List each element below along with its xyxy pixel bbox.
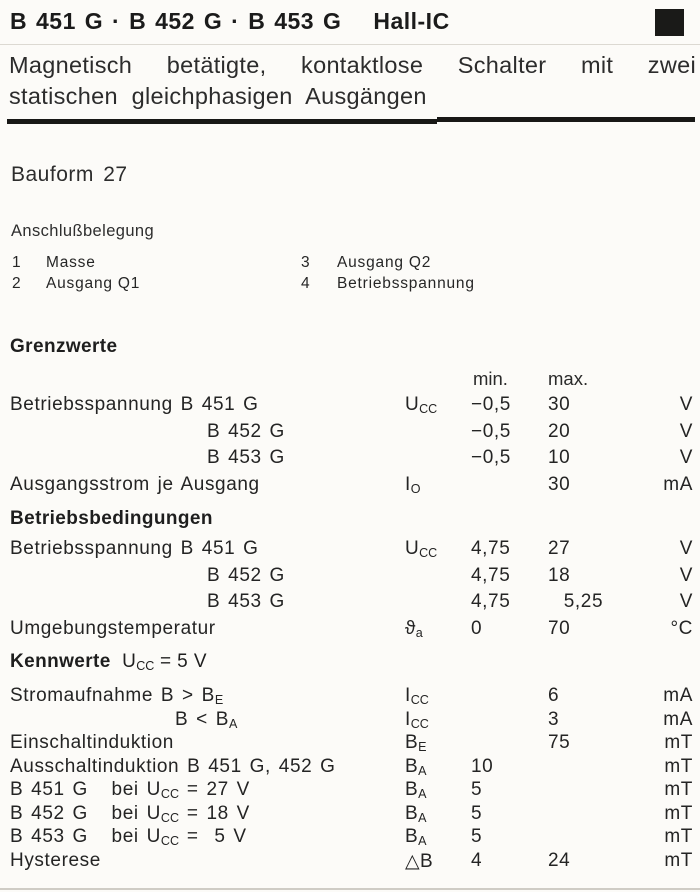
row-max-value: 20 (548, 420, 571, 442)
page-bottom-rule (0, 888, 700, 890)
title-product: Hall-IC (373, 8, 450, 34)
table-row (0, 538, 700, 565)
row-unit: V (679, 564, 693, 586)
title-models: B 451 G · B 452 G · B 453 G (10, 8, 342, 34)
section-divider-rule (7, 119, 437, 124)
row-symbol: $B_A$ (405, 779, 427, 801)
row-label: B 452 G (207, 420, 285, 442)
table-row (0, 474, 700, 501)
row-min-value: 4,75 (471, 564, 511, 586)
black-square-icon (655, 9, 684, 36)
table-row (0, 394, 700, 421)
row-label: Ausgangsstrom je Ausgang (10, 473, 260, 495)
row-min-value: 5 (471, 826, 483, 847)
row-unit: mT (664, 755, 693, 777)
row-min-value: 4,75 (471, 538, 511, 559)
pinout-heading: Anschlußbelegung (11, 222, 155, 240)
row-label: Betriebsspannung B 451 G (10, 394, 259, 415)
row-symbol: $B_A$ (405, 802, 427, 825)
row-max-value: 75 (548, 732, 571, 753)
row-unit: mA (663, 685, 693, 706)
table-row (0, 779, 700, 803)
row-max-value: 30 (548, 394, 571, 415)
row-label: Umgebungstemperatur (10, 617, 216, 639)
row-min-value: 5 (471, 802, 483, 824)
table-row (0, 447, 700, 474)
section-rows (0, 538, 700, 644)
row-max-value: 3 (548, 708, 560, 730)
row-symbol: $U_{CC}$ (405, 394, 438, 416)
pin-label: Masse (46, 254, 96, 271)
section-rows (0, 394, 700, 500)
row-symbol: $I_O$ (405, 473, 421, 496)
pin-number: 1 (12, 254, 22, 271)
row-unit: V (679, 591, 693, 612)
row-unit: V (679, 420, 693, 442)
row-min-value: −0,5 (471, 394, 511, 415)
row-label: B 452 G (207, 564, 285, 586)
pin-label: Betriebsspannung (337, 275, 475, 292)
pin-number: 4 (301, 275, 311, 292)
row-max-value: 6 (548, 685, 560, 706)
table-row (0, 732, 700, 756)
table-row (0, 803, 700, 827)
row-unit: V (679, 538, 693, 559)
row-unit: mT (664, 732, 693, 753)
row-unit: mT (664, 802, 693, 824)
table-row (0, 565, 700, 592)
row-label: Betriebsspannung B 451 G (10, 538, 259, 559)
row-label: Hysterese (10, 849, 101, 871)
row-max-value: 30 (548, 473, 571, 495)
row-max-value: 27 (548, 538, 571, 559)
row-label: $B < B_A$ (175, 708, 238, 731)
bauform-label: Bauform 27 (11, 163, 128, 186)
row-min-value: 5 (471, 779, 483, 800)
row-unit: V (679, 447, 693, 468)
subtitle (9, 50, 696, 112)
row-label: Ausschaltinduktion B 451 G, 452 G (10, 755, 336, 777)
section-heading: Kennwerte $U_{CC} = 5$ V (10, 651, 207, 673)
row-min-value: 0 (471, 617, 483, 639)
pin-label: Ausgang Q1 (46, 275, 141, 292)
row-symbol: $I_{CC}$ (405, 685, 429, 707)
row-symbol: $I_{CC}$ (405, 708, 429, 731)
table-row (0, 591, 700, 618)
row-symbol: $B_E$ (405, 732, 427, 754)
row-min-value: −0,5 (471, 447, 511, 468)
row-label: B 451 G bei $U_{CC} = 27$ V (10, 779, 250, 801)
row-unit: mT (664, 849, 693, 871)
table-row (0, 685, 700, 709)
subtitle-line-1: Magnetisch betätigte, kontaktlose Schalter mit zwei (9, 52, 696, 78)
section-rows (0, 685, 700, 873)
section-heading: Grenzwerte (10, 336, 118, 357)
row-symbol: $B_A$ (405, 755, 427, 778)
row-min-value: 10 (471, 755, 494, 777)
row-label: B 453 G (207, 447, 285, 468)
row-unit: mA (663, 473, 693, 495)
row-max-value: 10 (548, 447, 571, 468)
pin-label: Ausgang Q2 (337, 254, 432, 271)
row-max-value: 5,25 (548, 591, 604, 612)
row-label: Einschaltinduktion (10, 732, 174, 753)
row-label: B 453 G (207, 591, 285, 612)
row-max-value: 70 (548, 617, 571, 639)
row-label: B 452 G bei $U_{CC} = 18$ V (10, 802, 250, 825)
table-row (0, 826, 700, 850)
section-divider-rule (437, 117, 695, 122)
row-symbol: $U_{CC}$ (405, 538, 438, 560)
row-min-value: 4 (471, 849, 483, 871)
row-label: Stromaufnahme $B > B_E$ (10, 685, 224, 707)
row-unit: mA (663, 708, 693, 730)
table-row (0, 709, 700, 733)
table-row (0, 618, 700, 645)
row-unit: mT (664, 826, 693, 847)
header-divider (0, 44, 700, 45)
section-heading: Betriebsbedingungen (10, 508, 213, 529)
row-label: B 453 G bei $U_{CC} = 5$ V (10, 826, 247, 848)
table-row (0, 756, 700, 780)
subtitle-line-2: statischen gleichphasigen Ausgängen (9, 83, 427, 109)
row-min-value: −0,5 (471, 420, 511, 442)
col-header-max: max. (548, 368, 589, 389)
pin-number: 3 (301, 254, 311, 271)
pin-number: 2 (12, 275, 22, 292)
row-unit: mT (664, 779, 693, 800)
row-symbol: $ϑ_a$ (405, 617, 423, 640)
row-unit: V (679, 394, 693, 415)
table-row (0, 421, 700, 448)
col-header-min: min. (473, 368, 508, 389)
row-max-value: 18 (548, 564, 571, 586)
row-unit: °C (670, 617, 693, 639)
table-row (0, 850, 700, 874)
row-symbol: △B (405, 850, 434, 872)
row-max-value: 24 (548, 849, 571, 871)
row-symbol: $B_A$ (405, 826, 427, 848)
page-title (10, 8, 450, 35)
row-min-value: 4,75 (471, 591, 511, 612)
